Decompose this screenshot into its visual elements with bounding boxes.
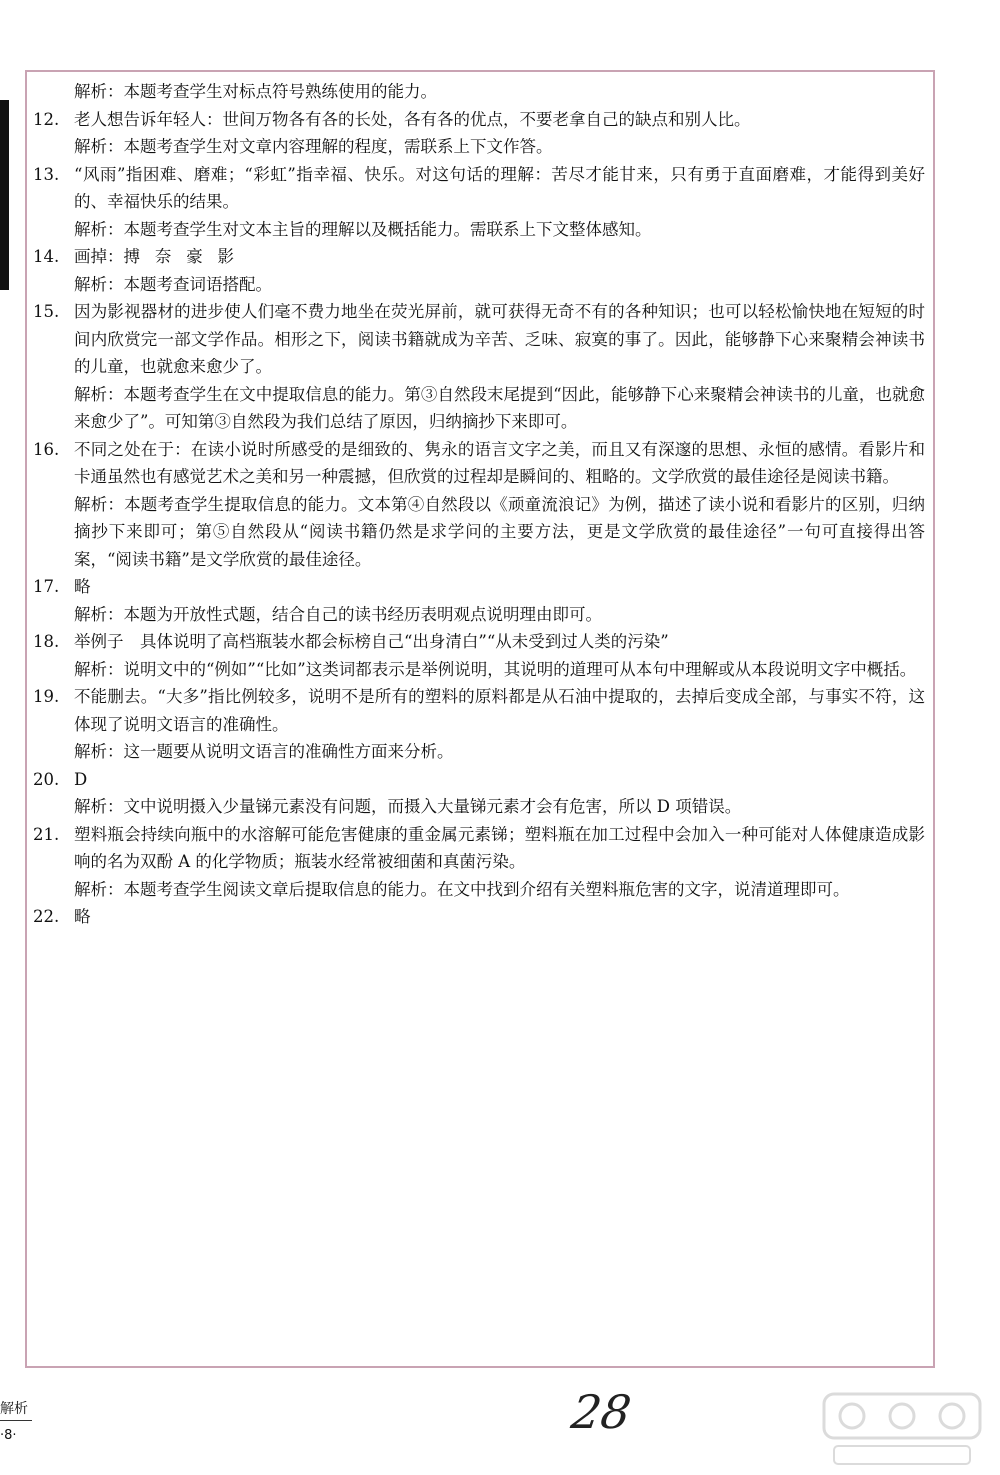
item-number: 17. — [33, 577, 60, 596]
analysis-text: 解析：说明文中的“例如”“比如”这类词都表示是举例说明，其说明的道理可从本句中理解或从本段说明文字中概括。 — [74, 659, 917, 679]
answer-line — [74, 243, 925, 271]
item-number: 22. — [33, 907, 60, 926]
answer-text: 不能删去。“大多”指比例较多，说明不是所有的塑料的原料都是从石油中提取的，去掉后变成全部，与事实不符，这体现了说明文语言的准确性。 — [74, 687, 925, 734]
answer-text: 因为影视器材的进步使人们毫不费力地坐在荧光屏前，就可获得无奇不有的各种知识；也可以轻松愉快地在短短的时间内欣赏完一部文学作品。相形之下，阅读书籍就成为辛苦、乏味、寂寞的事了。因此，能够静下心来聚精会神读书的儿童，也就愈来愈少了。 — [74, 302, 925, 376]
footer-divider — [0, 1420, 32, 1421]
answer-text: 不同之处在于：在读小说时所感受的是细致的、隽永的语言文字之美，而且又有深邃的思想、永恒的感情。看影片和卡通虽然也有感觉艺术之美和另一种震撼，但欣赏的过程却是瞬间的、粗略的。文学欣赏的最佳途径是阅读书籍。 — [74, 439, 925, 486]
item-number: 15. — [33, 302, 60, 321]
answer-item-19 — [33, 683, 925, 766]
analysis-text: 解析：本题考查学生提取信息的能力。文本第④自然段以《顽童流浪记》为例，描述了读小说和看影片的区别，归纳摘抄下来即可；第⑤自然段从“阅读书籍仍然是求学问的主要方法，更是文学欣赏的最佳途径”一句可直接得出答案，“阅读书籍”是文学欣赏的最佳途径。 — [74, 494, 925, 569]
answer-item-11 — [33, 78, 925, 106]
answer-item-12 — [33, 106, 925, 161]
analysis-text: 解析：本题考查学生对标点符号熟练使用的能力。 — [74, 82, 437, 101]
answer-item-14 — [33, 243, 925, 298]
item-number: 18. — [33, 632, 60, 651]
answer-text: 搏奈豪影 — [123, 247, 249, 266]
binding-edge-bar — [0, 100, 9, 290]
item-number: 21. — [33, 824, 60, 844]
answer-text: 略 — [74, 577, 91, 596]
item-number: 14. — [33, 247, 60, 266]
analysis-text: 解析：本题考查学生对文章内容理解的程度，需联系上下文作答。 — [74, 137, 553, 156]
answer-text: 举例子 具体说明了高档瓶装水都会标榜自己“出身清白”“从未受到过人类的污染” — [74, 632, 669, 651]
footer-section-label: 解析 — [0, 1401, 28, 1417]
answer-text: 老人想告诉年轻人：世间万物各有各的长处，各有各的优点，不要老拿自己的缺点和别人比。 — [74, 109, 751, 129]
watermark-logo-icon — [822, 1390, 982, 1470]
answer-item-20 — [33, 766, 925, 821]
analysis-text: 解析：本题考查学生对文本主旨的理解以及概括能力。需联系上下文整体感知。 — [74, 219, 652, 239]
analysis-text: 解析：本题考查学生在文中提取信息的能力。第③自然段末尾提到“因此，能够静下心来聚精会神读书的儿童，也就愈来愈少了”。可知第③自然段为我们总结了原因，归纳摘抄下来即可。 — [74, 384, 925, 431]
answer-prefix: 画掉： — [74, 247, 124, 266]
item-number: 13. — [33, 164, 60, 184]
answer-item-13 — [33, 161, 925, 244]
analysis-text: 解析：文中说明摄入少量锑元素没有问题，而摄入大量锑元素才会有危害，所以 D 项错误。 — [74, 797, 742, 816]
item-number: 19. — [33, 687, 60, 706]
item-number: 16. — [33, 439, 60, 459]
answer-text: D — [74, 769, 88, 789]
item-number: 12. — [33, 109, 60, 129]
analysis-text: 解析：本题为开放性式题，结合自己的读书经历表明观点说明理由即可。 — [74, 604, 602, 624]
answer-item-18 — [33, 628, 925, 683]
item-number: 20. — [33, 769, 60, 789]
page-number: ·8· — [0, 1428, 17, 1443]
answer-text: 略 — [74, 907, 91, 926]
answer-item-16 — [33, 436, 925, 574]
answer-item-17 — [33, 573, 925, 628]
answer-text: 塑料瓶会持续向瓶中的水溶解可能危害健康的重金属元素锑；塑料瓶在加工过程中会加入一种可能对人体健康造成影响的名为双酚 A 的化学物质；瓶装水经常被细菌和真菌污染。 — [74, 824, 925, 871]
handwritten-page-number: 28 — [568, 1385, 635, 1439]
answer-item-22 — [33, 903, 925, 931]
answer-text: “风雨”指困难、磨难；“彩虹”指幸福、快乐。对这句话的理解：苦尽才能甘来，只有勇于直面磨难，才能得到美好的、幸福快乐的结果。 — [74, 164, 925, 211]
analysis-text: 解析：这一题要从说明文语言的准确性方面来分析。 — [74, 742, 454, 761]
answer-item-15 — [33, 298, 925, 436]
answer-list — [33, 78, 925, 931]
answer-item-21 — [33, 821, 925, 904]
analysis-text: 解析：本题考查学生阅读文章后提取信息的能力。在文中找到介绍有关塑料瓶危害的文字，说清道理即可。 — [74, 879, 850, 899]
analysis-text: 解析：本题考查词语搭配。 — [74, 274, 272, 294]
